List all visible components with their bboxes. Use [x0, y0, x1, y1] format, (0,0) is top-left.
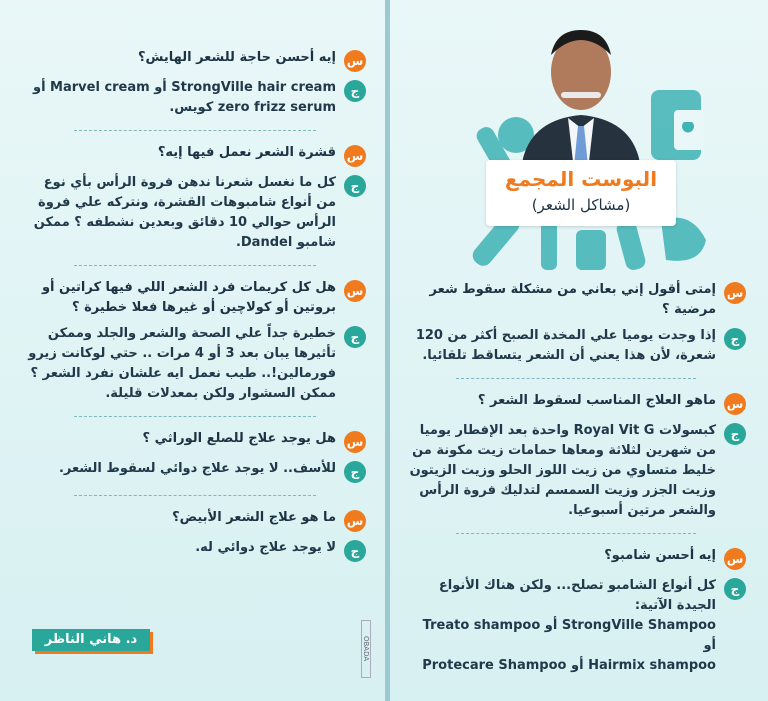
answer-text: لا يوجد علاج دوائي له.: [195, 540, 336, 555]
question-badge: س: [344, 50, 366, 72]
question-text: قشرة الشعر نعمل فيها إيه؟: [157, 145, 336, 160]
answer-line: StrongVille Shampoo أو Treato shampoo أو: [422, 618, 716, 653]
qa-item: [24, 278, 366, 404]
qa-item: [24, 429, 366, 483]
answer-badge: ج: [724, 578, 746, 600]
answer-badge: ج: [344, 80, 366, 102]
answer-badge: ج: [724, 423, 746, 445]
dashed-separator: [74, 495, 316, 496]
question-text: إيه أحسن شامبو؟: [604, 548, 716, 563]
answer-badge: ج: [344, 326, 366, 348]
answer-text: خطيرة جداً علي الصحة والشعر والجلد وممكن تأثيرها يبان بعد 3 أو 4 مرات .. حتي لوكانت زيرو فورمالين!.. طيب نعمل ايه علشان نفرد الشعر ؟ ممكن السشوار ولكن بمعدلات قليلة.: [28, 326, 336, 401]
question-text: هل يوجد علاج للصلع الوراثي ؟: [142, 431, 336, 446]
question-badge: س: [344, 280, 366, 302]
answer-badge: ج: [344, 540, 366, 562]
qa-item: [406, 391, 746, 521]
qa-item: [406, 280, 746, 366]
answer-badge: ج: [344, 175, 366, 197]
answer-text: كل ما نغسل شعرنا ندهن فروة الرأس بأي نوع من أنواع شامبوهات القشرة، ونتركه علي فروة الرأس حوالي 10 دقائق وبعدين نشطفه ؟ ممكن شامبو Dandel.: [33, 175, 336, 250]
answer-text: كبسولات Royal Vit G واحدة بعد الإفطار يوميا من شهرين لثلاثة ومعاها حمامات زيت مكونة من خليط متساوي من زيت اللوز الحلو وزيت الزيتون وزيت الجزر وزيت السمسم لتدليك فروة الرأس والشعر مرتين أسبوعيا.: [409, 423, 716, 518]
column-divider: [385, 0, 390, 701]
question-text: ماهو العلاج المناسب لسقوط الشعر ؟: [477, 393, 716, 408]
dashed-separator: [74, 130, 316, 131]
dashed-separator: [74, 416, 316, 417]
question-badge: س: [344, 431, 366, 453]
question-text: هل كل كريمات فرد الشعر اللي فيها كراتين أو بروتين أو كولاچين أو غيرها فعلا خطيرة ؟: [41, 280, 336, 315]
answer-badge: ج: [344, 461, 366, 483]
question-text: إيه أحسن حاجة للشعر الهايش؟: [137, 50, 336, 65]
question-badge: س: [724, 393, 746, 415]
qa-item: [24, 143, 366, 253]
header-hero: [406, 0, 746, 280]
question-text: إمتى أقول إني بعاني من مشكلة سقوط شعر مرضية ؟: [429, 282, 716, 317]
designer-credit: OBADA: [361, 620, 371, 678]
answer-line: Hairmix shampoo أو Protecare Shampoo: [422, 658, 716, 673]
qa-item: [24, 48, 366, 118]
qa-item: [406, 546, 746, 676]
qa-item: [24, 508, 366, 562]
doctor-signature: د. هاني الناظر: [32, 629, 150, 651]
dashed-separator: [456, 533, 696, 534]
answer-badge: ج: [724, 328, 746, 350]
question-badge: س: [724, 548, 746, 570]
page-subtitle: (مشاكل الشعر): [531, 196, 631, 214]
dashed-separator: [456, 378, 696, 379]
right-column: [392, 0, 768, 701]
answer-text: للأسف.. لا يوجد علاج دوائي لسقوط الشعر.: [58, 461, 336, 476]
answer-text: [406, 576, 716, 676]
question-badge: س: [724, 282, 746, 304]
question-badge: س: [344, 145, 366, 167]
doctor-photo: [506, 10, 656, 170]
dashed-separator: [74, 265, 316, 266]
answer-text: StrongVille hair cream أو Marvel cream أو zero frizz serum كويس.: [32, 80, 336, 115]
answer-line: كل أنواع الشامبو تصلح... ولكن هناك الأنواع الجيدة الآتية:: [438, 578, 716, 613]
page-title: البوست المجمع: [504, 167, 658, 191]
answer-text: إذا وجدت يوميا علي المخدة الصبح أكثر من 120 شعرة، لأن هذا يعني أن الشعر يتساقط تلقائيا.: [415, 328, 716, 363]
question-text: ما هو علاج الشعر الأبيض؟: [172, 510, 336, 525]
title-box: [486, 160, 676, 226]
question-badge: س: [344, 510, 366, 532]
